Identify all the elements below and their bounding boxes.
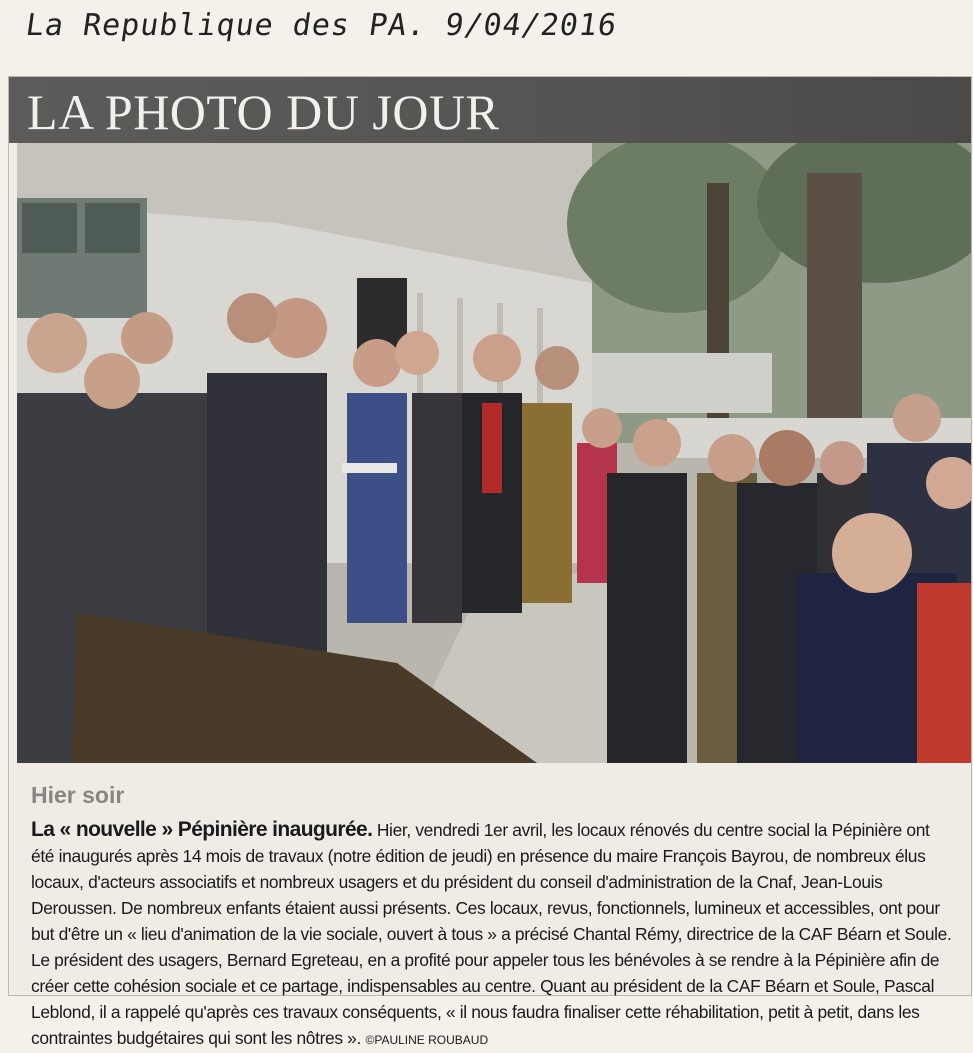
header-band — [9, 77, 971, 143]
section-label: Hier soir — [31, 782, 125, 808]
event-photo — [17, 143, 971, 763]
article-text — [31, 817, 956, 1053]
newspaper-clipping — [8, 76, 972, 1048]
article-lead: La « nouvelle » Pépinière inaugurée. — [31, 818, 373, 841]
crowd-photo-illustration — [17, 143, 971, 763]
handwritten-annotation: La Republique des PA. 9/04/2016 — [23, 8, 620, 43]
article-body: Hier, vendredi 1er avril, les locaux rénovés du centre social la Pépinière ont été inaugurés après 14 mois de travaux (notre édition de jeudi) en présence du maire François Bayrou, de nombreux élus locaux, d'acteurs associatifs et nombreux usagers et du président du conseil d'administration de la Cnaf, Jean-Louis Deroussen. De nombreux enfants étaient aussi présents. Ces locaux, revus, fonctionnels, lumineux et accessibles, ont pour but d'être un « lieu d'animation de la vie sociale, ouvert à tous » a précisé Chantal Rémy, directrice de la CAF Béarn et Soule. Le président des usagers, Bernard Egreteau, en a profité pour appeler tous les bénévoles à se rendre à la Pépinière afin de créer cette cohésion sociale et ce partage, indispensables au centre. Quant au président de la CAF Béarn et Soule, Pascal Leblond, il a rappelé qu'après ces travaux conséquents, « il nous faudra finaliser cette réhabilitation, petit à petit, dans les contraintes budgétaires qui sont les nôtres ». — [31, 820, 952, 1048]
header-title: LA PHOTO DU JOUR — [27, 84, 500, 140]
photo-credit: ©PAULINE ROUBAUD — [365, 1033, 489, 1047]
tree-trunk — [807, 173, 862, 433]
